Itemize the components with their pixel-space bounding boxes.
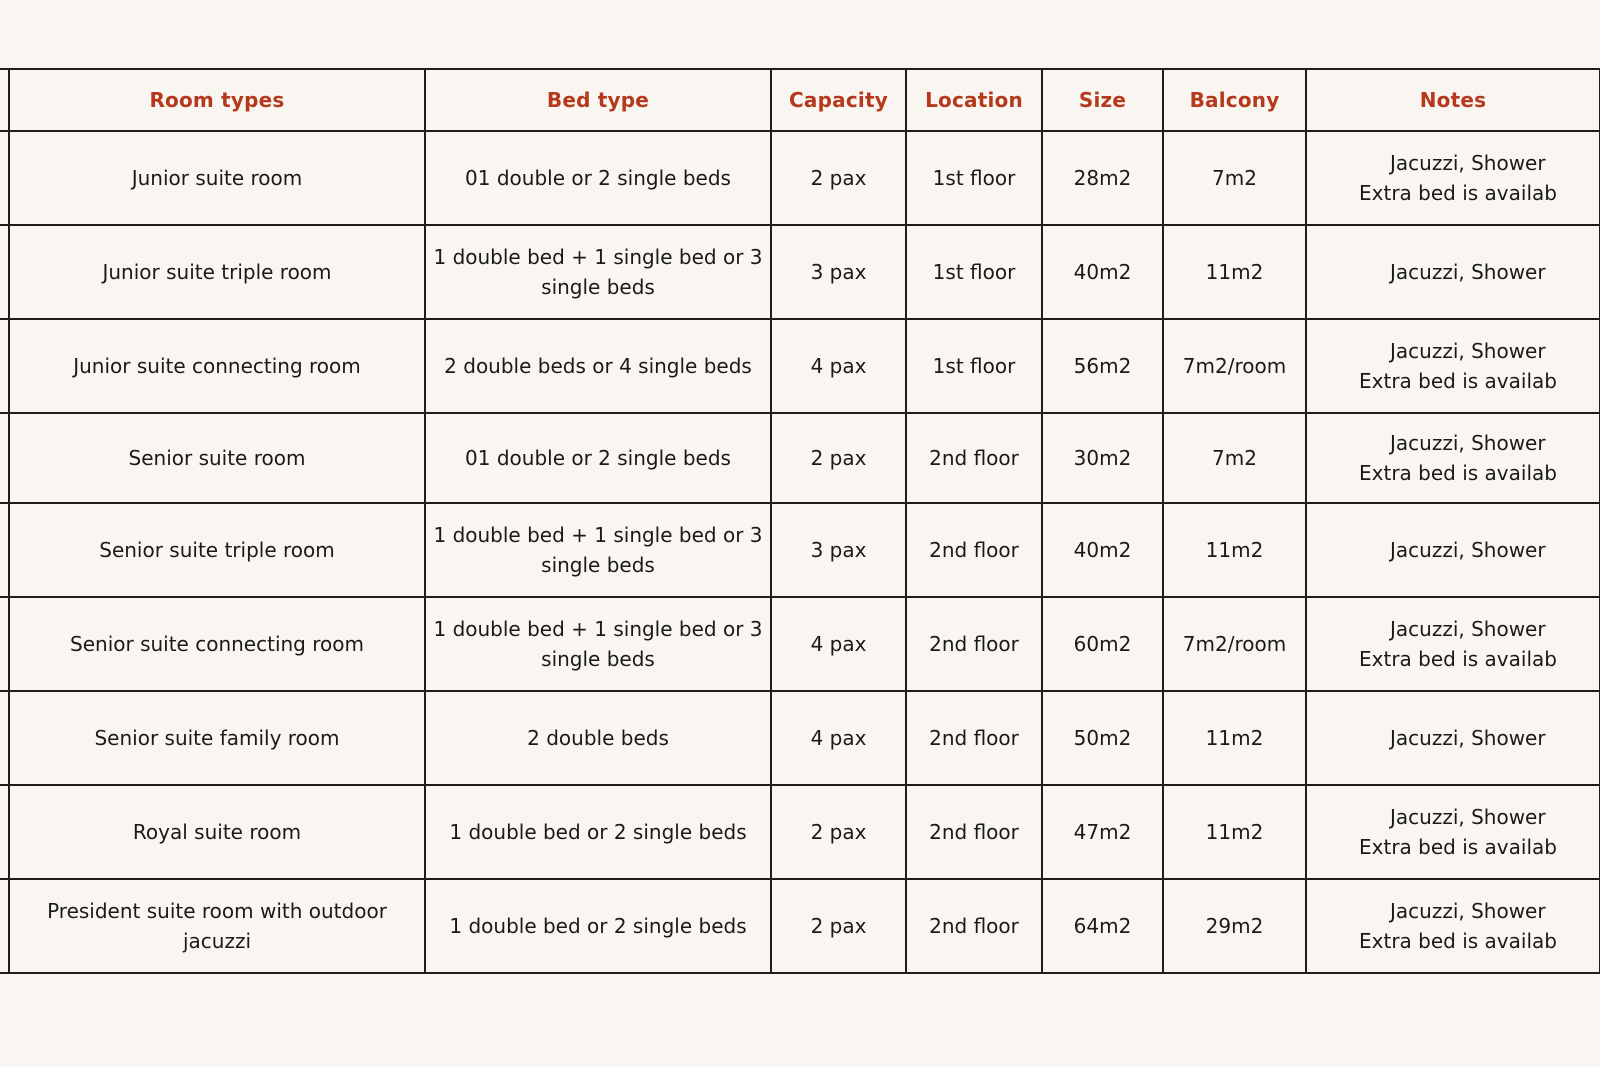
notes-line: Jacuzzi, Shower xyxy=(1390,339,1546,363)
size-cell: 47m2 xyxy=(1042,785,1163,879)
location-cell: 2nd floor xyxy=(906,879,1042,973)
notes-line: Jacuzzi, Shower xyxy=(1390,260,1546,284)
capacity-cell: 4 pax xyxy=(771,319,906,413)
notes-line: Extra bed is availab xyxy=(1359,181,1557,205)
balcony-cell: 11m2 xyxy=(1163,691,1306,785)
notes-line: Extra bed is availab xyxy=(1359,835,1557,859)
table-edge-cell xyxy=(0,879,9,973)
balcony-cell: 11m2 xyxy=(1163,503,1306,597)
table-edge-cell xyxy=(0,225,9,319)
header-room-types: Room types xyxy=(9,69,425,131)
room-type-cell: Senior suite triple room xyxy=(9,503,425,597)
notes-cell xyxy=(1306,319,1600,413)
capacity-cell: 3 pax xyxy=(771,503,906,597)
location-cell: 2nd floor xyxy=(906,503,1042,597)
table-row xyxy=(0,225,1600,319)
room-type-cell: President suite room with outdoor jacuzzi xyxy=(9,879,425,973)
notes-line: Jacuzzi, Shower xyxy=(1390,617,1546,641)
header-location: Location xyxy=(906,69,1042,131)
room-type-cell: Senior suite connecting room xyxy=(9,597,425,691)
notes-line: Jacuzzi, Shower xyxy=(1390,151,1546,175)
capacity-cell: 2 pax xyxy=(771,879,906,973)
notes-line: Jacuzzi, Shower xyxy=(1390,899,1546,923)
notes-line: Extra bed is availab xyxy=(1359,647,1557,671)
header-notes: Notes xyxy=(1306,69,1600,131)
table-row xyxy=(0,597,1600,691)
table-row xyxy=(0,319,1600,413)
table-edge-cell xyxy=(0,503,9,597)
notes-line: Jacuzzi, Shower xyxy=(1390,805,1546,829)
notes-cell xyxy=(1306,131,1600,225)
header-size: Size xyxy=(1042,69,1163,131)
room-types-table xyxy=(0,68,1600,974)
room-type-cell: Royal suite room xyxy=(9,785,425,879)
bed-type-cell: 1 double bed + 1 single bed or 3 single beds xyxy=(425,503,771,597)
notes-line: Jacuzzi, Shower xyxy=(1390,431,1546,455)
room-type-cell: Junior suite triple room xyxy=(9,225,425,319)
table-edge-cell xyxy=(0,319,9,413)
balcony-cell: 7m2 xyxy=(1163,131,1306,225)
notes-line: Jacuzzi, Shower xyxy=(1390,538,1546,562)
bed-type-cell: 1 double bed or 2 single beds xyxy=(425,785,771,879)
balcony-cell: 7m2/room xyxy=(1163,319,1306,413)
notes-line: Extra bed is availab xyxy=(1359,461,1557,485)
notes-line: Extra bed is availab xyxy=(1359,369,1557,393)
location-cell: 2nd floor xyxy=(906,597,1042,691)
balcony-cell: 11m2 xyxy=(1163,225,1306,319)
table-edge-cell xyxy=(0,131,9,225)
size-cell: 56m2 xyxy=(1042,319,1163,413)
location-cell: 2nd floor xyxy=(906,413,1042,503)
size-cell: 30m2 xyxy=(1042,413,1163,503)
capacity-cell: 2 pax xyxy=(771,131,906,225)
balcony-cell: 7m2 xyxy=(1163,413,1306,503)
bed-type-cell: 1 double bed or 2 single beds xyxy=(425,879,771,973)
location-cell: 1st floor xyxy=(906,319,1042,413)
bed-type-cell: 2 double beds or 4 single beds xyxy=(425,319,771,413)
table-row xyxy=(0,131,1600,225)
location-cell: 1st floor xyxy=(906,225,1042,319)
header-capacity: Capacity xyxy=(771,69,906,131)
notes-cell xyxy=(1306,225,1600,319)
table-row xyxy=(0,691,1600,785)
notes-cell xyxy=(1306,691,1600,785)
notes-line: Extra bed is availab xyxy=(1359,929,1557,953)
header-balcony: Balcony xyxy=(1163,69,1306,131)
table-edge-cell xyxy=(0,691,9,785)
capacity-cell: 2 pax xyxy=(771,785,906,879)
room-type-cell: Junior suite connecting room xyxy=(9,319,425,413)
room-type-cell: Senior suite family room xyxy=(9,691,425,785)
table-row xyxy=(0,785,1600,879)
capacity-cell: 3 pax xyxy=(771,225,906,319)
size-cell: 40m2 xyxy=(1042,503,1163,597)
bed-type-cell: 01 double or 2 single beds xyxy=(425,131,771,225)
size-cell: 50m2 xyxy=(1042,691,1163,785)
bed-type-cell: 1 double bed + 1 single bed or 3 single beds xyxy=(425,597,771,691)
table-edge-cell xyxy=(0,413,9,503)
table-edge-cell xyxy=(0,785,9,879)
notes-cell xyxy=(1306,879,1600,973)
table-row xyxy=(0,503,1600,597)
balcony-cell: 29m2 xyxy=(1163,879,1306,973)
table-header-row xyxy=(0,69,1600,131)
bed-type-cell: 01 double or 2 single beds xyxy=(425,413,771,503)
capacity-cell: 4 pax xyxy=(771,691,906,785)
table-edge-cell xyxy=(0,597,9,691)
room-type-cell: Junior suite room xyxy=(9,131,425,225)
table-edge-cell xyxy=(0,69,9,131)
notes-cell xyxy=(1306,785,1600,879)
size-cell: 40m2 xyxy=(1042,225,1163,319)
notes-cell xyxy=(1306,597,1600,691)
notes-cell xyxy=(1306,503,1600,597)
location-cell: 2nd floor xyxy=(906,691,1042,785)
header-bed-type: Bed type xyxy=(425,69,771,131)
size-cell: 28m2 xyxy=(1042,131,1163,225)
table-row xyxy=(0,413,1600,503)
location-cell: 2nd floor xyxy=(906,785,1042,879)
bed-type-cell: 1 double bed + 1 single bed or 3 single beds xyxy=(425,225,771,319)
size-cell: 60m2 xyxy=(1042,597,1163,691)
size-cell: 64m2 xyxy=(1042,879,1163,973)
capacity-cell: 2 pax xyxy=(771,413,906,503)
room-type-cell: Senior suite room xyxy=(9,413,425,503)
location-cell: 1st floor xyxy=(906,131,1042,225)
bed-type-cell: 2 double beds xyxy=(425,691,771,785)
capacity-cell: 4 pax xyxy=(771,597,906,691)
notes-line: Jacuzzi, Shower xyxy=(1390,726,1546,750)
notes-cell xyxy=(1306,413,1600,503)
table-body xyxy=(0,131,1600,973)
table-row xyxy=(0,879,1600,973)
balcony-cell: 11m2 xyxy=(1163,785,1306,879)
balcony-cell: 7m2/room xyxy=(1163,597,1306,691)
